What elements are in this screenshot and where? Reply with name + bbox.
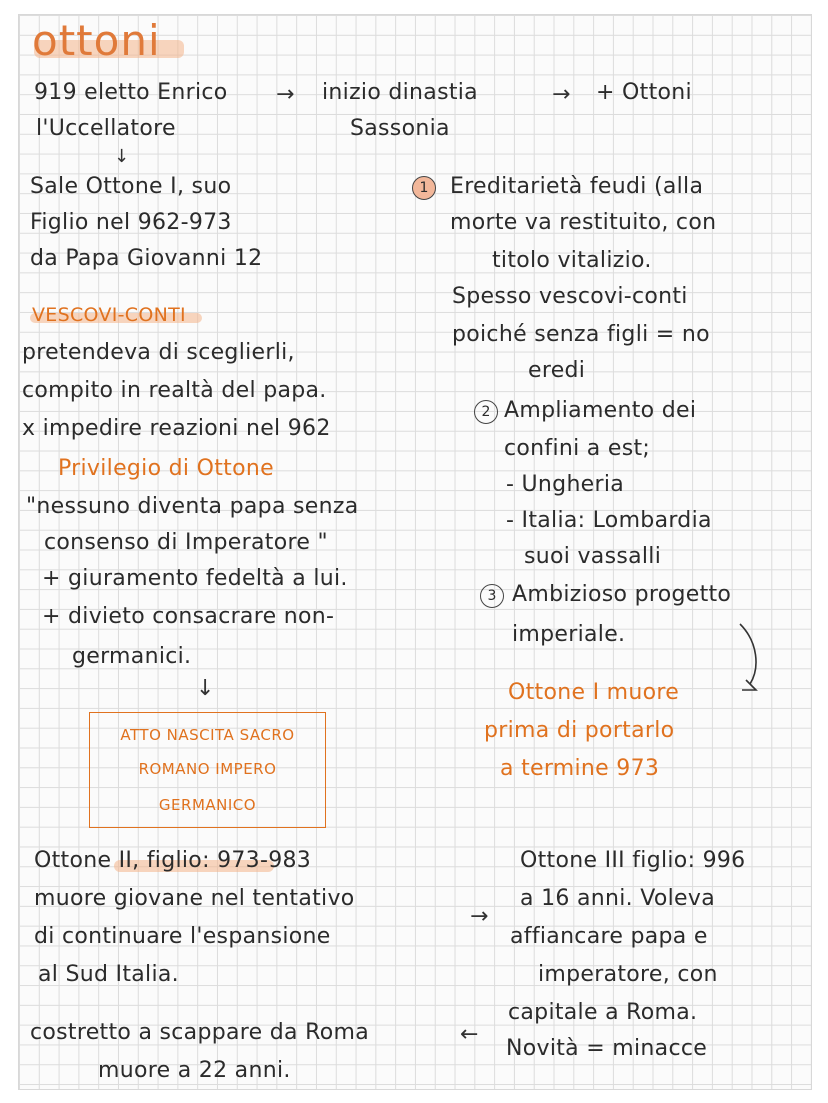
muore-line-3: a termine 973	[500, 756, 660, 781]
vescovi-line-2: compito in realtà del papa.	[22, 378, 327, 403]
ottone3-line-5: capitale a Roma.	[508, 1000, 698, 1025]
privilegio-line-4: + divieto consacrare non-	[42, 604, 335, 629]
box-line-3: GERMANICO	[158, 796, 257, 814]
point1-line-1: Ereditarietà feudi (alla	[450, 174, 704, 199]
point1-line-4: Spesso vescovi-conti	[452, 284, 688, 309]
privilegio-line-3: + giuramento fedeltà a lui.	[42, 566, 348, 591]
ottone3-line-6: Novità = minacce	[506, 1036, 708, 1061]
ottone3-line-2: a 16 anni. Voleva	[520, 886, 715, 911]
point2-line-5: suoi vassalli	[524, 544, 662, 569]
top-line1-b: inizio dinastia	[322, 80, 478, 105]
ottone2-line-3: di continuare l'espansione	[34, 924, 331, 949]
point-number-3: 3	[480, 584, 504, 608]
arrow-right-icon: →	[276, 82, 295, 107]
muore-line-1: Ottone I muore	[508, 680, 680, 705]
ottone3-line-1: Ottone III figlio: 996	[520, 848, 746, 873]
sale-line-2: Figlio nel 962-973	[30, 210, 232, 235]
privilegio-line-1: "nessuno diventa papa senza	[26, 494, 359, 519]
arrow-right-icon: →	[552, 82, 571, 107]
ottone2-line-4: al Sud Italia.	[38, 962, 179, 987]
point3-line-1: Ambizioso progetto	[512, 582, 732, 607]
vescovi-heading: VESCOVI-CONTI	[32, 304, 186, 326]
vescovi-line-3: x impedire reazioni nel 962	[22, 416, 331, 441]
point2-line-4: - Italia: Lombardia	[506, 508, 712, 533]
point1-line-6: eredi	[528, 358, 586, 383]
top-line1-c: + Ottoni	[596, 80, 692, 105]
top-line2-b: Sassonia	[350, 116, 450, 141]
point3-line-2: imperiale.	[512, 622, 626, 647]
sale-line-3: da Papa Giovanni 12	[30, 246, 263, 271]
privilegio-heading: Privilegio di Ottone	[58, 456, 274, 481]
arrow-down-icon: ↓	[114, 146, 130, 167]
privilegio-line-2: consenso di Imperatore "	[44, 530, 328, 555]
ottone2-line-1: Ottone II, figlio: 973-983	[34, 848, 312, 873]
costretto-line-1: costretto a scappare da Roma	[30, 1020, 369, 1045]
privilegio-line-5: germanici.	[72, 644, 192, 669]
arrow-left-icon: ←	[460, 1022, 479, 1047]
box-line-1: ATTO NASCITA SACRO	[120, 726, 295, 744]
point-number-1: 1	[412, 176, 436, 200]
sale-line-1: Sale Ottone I, suo	[30, 174, 232, 199]
top-line1-a: 919 eletto Enrico	[34, 80, 228, 105]
point1-line-2: morte va restituito, con	[450, 210, 717, 235]
costretto-line-2: muore a 22 anni.	[98, 1058, 291, 1083]
vescovi-line-1: pretendeva di sceglierli,	[22, 340, 295, 365]
ottone3-line-3: affiancare papa e	[510, 924, 708, 949]
muore-line-2: prima di portarlo	[484, 718, 675, 743]
point2-line-3: - Ungheria	[506, 472, 625, 497]
ottone3-line-4: imperatore, con	[538, 962, 718, 987]
point1-line-3: titolo vitalizio.	[492, 248, 652, 273]
point1-line-5: poiché senza figli = no	[452, 322, 710, 347]
atto-nascita-box	[89, 712, 326, 828]
point-number-2: 2	[474, 400, 498, 424]
page-title: ottoni	[32, 16, 161, 65]
ottone2-line-2: muore giovane nel tentativo	[34, 886, 355, 911]
arrow-down-icon: ↓	[196, 676, 215, 701]
arrow-right-icon: →	[470, 904, 489, 929]
point2-line-1: Ampliamento dei	[504, 398, 697, 423]
top-line2-a: l'Uccellatore	[36, 116, 176, 141]
box-line-2: ROMANO IMPERO	[138, 760, 277, 778]
point2-line-2: confini a est;	[504, 436, 651, 461]
